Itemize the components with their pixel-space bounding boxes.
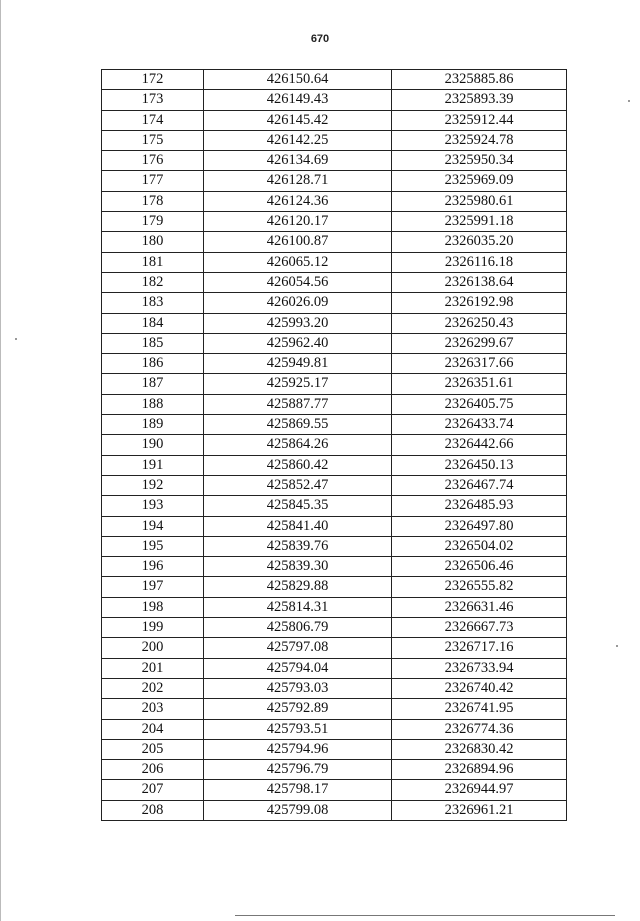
point-number-cell: 179 [102,212,204,232]
x-coordinate-cell: 425864.26 [204,435,392,455]
coordinates-table [101,69,567,821]
point-number-cell: 195 [102,536,204,556]
y-coordinate-cell: 2326351.61 [392,374,567,394]
y-coordinate-cell: 2326774.36 [392,719,567,739]
x-coordinate-cell: 426145.42 [204,110,392,130]
y-coordinate-cell: 2326631.46 [392,597,567,617]
point-number-cell: 182 [102,272,204,292]
table-row [102,130,567,150]
point-number-cell: 190 [102,435,204,455]
x-coordinate-cell: 426054.56 [204,272,392,292]
table-row [102,171,567,191]
point-number-cell: 187 [102,374,204,394]
y-coordinate-cell: 2326830.42 [392,739,567,759]
x-coordinate-cell: 426134.69 [204,151,392,171]
x-coordinate-cell: 426142.25 [204,130,392,150]
y-coordinate-cell: 2326192.98 [392,293,567,313]
table-row [102,475,567,495]
x-coordinate-cell: 425796.79 [204,760,392,780]
x-coordinate-cell: 425949.81 [204,354,392,374]
point-number-cell: 204 [102,719,204,739]
table-row [102,516,567,536]
y-coordinate-cell: 2326442.66 [392,435,567,455]
table-row [102,374,567,394]
table-row [102,191,567,211]
y-coordinate-cell: 2325950.34 [392,151,567,171]
point-number-cell: 183 [102,293,204,313]
scan-artifact-dot [616,645,618,647]
x-coordinate-cell: 425962.40 [204,333,392,353]
x-coordinate-cell: 425869.55 [204,415,392,435]
y-coordinate-cell: 2326497.80 [392,516,567,536]
point-number-cell: 194 [102,516,204,536]
y-coordinate-cell: 2326405.75 [392,394,567,414]
table-row [102,536,567,556]
x-coordinate-cell: 426065.12 [204,252,392,272]
table-row [102,719,567,739]
table-row [102,354,567,374]
point-number-cell: 208 [102,800,204,820]
point-number-cell: 174 [102,110,204,130]
x-coordinate-cell: 425794.96 [204,739,392,759]
table-row [102,760,567,780]
scan-artifact-line [0,0,1,921]
table-row [102,232,567,252]
table-row [102,577,567,597]
x-coordinate-cell: 425792.89 [204,699,392,719]
x-coordinate-cell: 425841.40 [204,516,392,536]
x-coordinate-cell: 426150.64 [204,70,392,90]
x-coordinate-cell: 426120.17 [204,212,392,232]
x-coordinate-cell: 425993.20 [204,313,392,333]
table-row [102,496,567,516]
x-coordinate-cell: 425799.08 [204,800,392,820]
x-coordinate-cell: 425852.47 [204,475,392,495]
table-row [102,313,567,333]
y-coordinate-cell: 2326740.42 [392,678,567,698]
coordinates-table-body [102,70,567,821]
table-row [102,557,567,577]
point-number-cell: 178 [102,191,204,211]
point-number-cell: 196 [102,557,204,577]
scan-artifact-dot [628,100,630,102]
page-number: 670 [310,33,330,45]
table-row [102,739,567,759]
y-coordinate-cell: 2326138.64 [392,272,567,292]
x-coordinate-cell: 425839.76 [204,536,392,556]
point-number-cell: 191 [102,455,204,475]
point-number-cell: 177 [102,171,204,191]
table-row [102,699,567,719]
table-row [102,110,567,130]
y-coordinate-cell: 2326944.97 [392,780,567,800]
x-coordinate-cell: 425798.17 [204,780,392,800]
point-number-cell: 172 [102,70,204,90]
x-coordinate-cell: 425829.88 [204,577,392,597]
x-coordinate-cell: 425793.51 [204,719,392,739]
point-number-cell: 186 [102,354,204,374]
table-row [102,455,567,475]
table-row [102,212,567,232]
scan-artifact-dot [15,338,17,340]
point-number-cell: 203 [102,699,204,719]
y-coordinate-cell: 2325991.18 [392,212,567,232]
x-coordinate-cell: 426026.09 [204,293,392,313]
point-number-cell: 197 [102,577,204,597]
y-coordinate-cell: 2326733.94 [392,658,567,678]
y-coordinate-cell: 2326667.73 [392,618,567,638]
table-row [102,293,567,313]
x-coordinate-cell: 425839.30 [204,557,392,577]
x-coordinate-cell: 426128.71 [204,171,392,191]
y-coordinate-cell: 2326450.13 [392,455,567,475]
table-row [102,252,567,272]
point-number-cell: 202 [102,678,204,698]
point-number-cell: 198 [102,597,204,617]
y-coordinate-cell: 2325969.09 [392,171,567,191]
y-coordinate-cell: 2326894.96 [392,760,567,780]
y-coordinate-cell: 2326741.95 [392,699,567,719]
point-number-cell: 201 [102,658,204,678]
point-number-cell: 176 [102,151,204,171]
table-row [102,70,567,90]
table-row [102,658,567,678]
y-coordinate-cell: 2326506.46 [392,557,567,577]
table-row [102,272,567,292]
table-row [102,678,567,698]
point-number-cell: 200 [102,638,204,658]
y-coordinate-cell: 2325885.86 [392,70,567,90]
table-row [102,333,567,353]
point-number-cell: 199 [102,618,204,638]
point-number-cell: 189 [102,415,204,435]
y-coordinate-cell: 2326433.74 [392,415,567,435]
point-number-cell: 205 [102,739,204,759]
y-coordinate-cell: 2326504.02 [392,536,567,556]
table-row [102,90,567,110]
x-coordinate-cell: 425845.35 [204,496,392,516]
table-row [102,780,567,800]
x-coordinate-cell: 426124.36 [204,191,392,211]
y-coordinate-cell: 2325893.39 [392,90,567,110]
table-row [102,151,567,171]
table-row [102,415,567,435]
x-coordinate-cell: 425814.31 [204,597,392,617]
table-row [102,597,567,617]
point-number-cell: 180 [102,232,204,252]
y-coordinate-cell: 2326299.67 [392,333,567,353]
table-row [102,800,567,820]
point-number-cell: 185 [102,333,204,353]
y-coordinate-cell: 2326467.74 [392,475,567,495]
y-coordinate-cell: 2325924.78 [392,130,567,150]
x-coordinate-cell: 425797.08 [204,638,392,658]
y-coordinate-cell: 2326250.43 [392,313,567,333]
y-coordinate-cell: 2326485.93 [392,496,567,516]
point-number-cell: 188 [102,394,204,414]
x-coordinate-cell: 425794.04 [204,658,392,678]
scan-artifact-line [235,915,615,916]
point-number-cell: 193 [102,496,204,516]
y-coordinate-cell: 2326317.66 [392,354,567,374]
y-coordinate-cell: 2326961.21 [392,800,567,820]
table-row [102,638,567,658]
point-number-cell: 184 [102,313,204,333]
x-coordinate-cell: 425793.03 [204,678,392,698]
y-coordinate-cell: 2326555.82 [392,577,567,597]
point-number-cell: 173 [102,90,204,110]
x-coordinate-cell: 426100.87 [204,232,392,252]
x-coordinate-cell: 425806.79 [204,618,392,638]
y-coordinate-cell: 2326035.20 [392,232,567,252]
table-row [102,618,567,638]
point-number-cell: 175 [102,130,204,150]
point-number-cell: 207 [102,780,204,800]
table-row [102,394,567,414]
y-coordinate-cell: 2325912.44 [392,110,567,130]
point-number-cell: 192 [102,475,204,495]
x-coordinate-cell: 426149.43 [204,90,392,110]
point-number-cell: 206 [102,760,204,780]
y-coordinate-cell: 2326116.18 [392,252,567,272]
y-coordinate-cell: 2325980.61 [392,191,567,211]
table-row [102,435,567,455]
x-coordinate-cell: 425925.17 [204,374,392,394]
x-coordinate-cell: 425860.42 [204,455,392,475]
point-number-cell: 181 [102,252,204,272]
x-coordinate-cell: 425887.77 [204,394,392,414]
y-coordinate-cell: 2326717.16 [392,638,567,658]
